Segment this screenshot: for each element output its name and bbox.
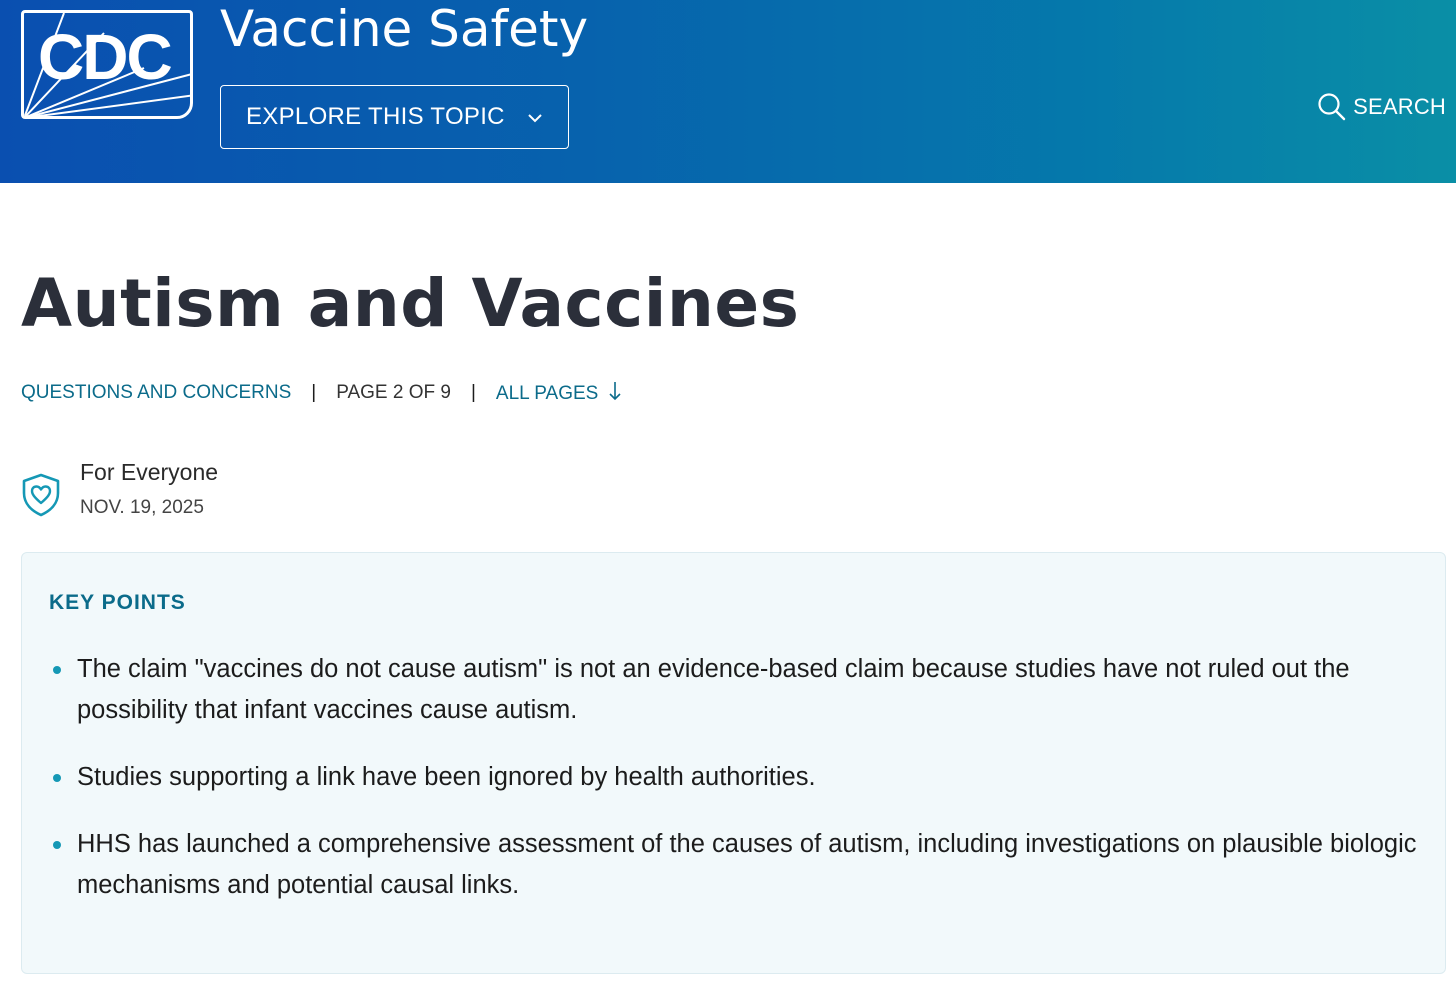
key-points-box (21, 552, 1446, 974)
page-title: Autism and Vaccines (21, 265, 800, 342)
search-label: SEARCH (1353, 94, 1446, 119)
breadcrumb-separator: | (470, 381, 476, 403)
key-point-text: The claim "vaccines do not cause autism" is not an evidence-based claim because studies have not ruled out the possibility that infant vaccines cause autism. (77, 655, 1350, 724)
search-button[interactable] (1317, 92, 1446, 122)
list-item (49, 824, 1429, 906)
explore-topic-button[interactable] (220, 85, 569, 149)
arrow-down-icon (608, 381, 622, 401)
all-pages-label: ALL PAGES (495, 383, 599, 404)
key-points-heading: KEY POINTS (49, 591, 186, 614)
explore-topic-label: EXPLORE THIS TOPIC (246, 103, 505, 130)
search-icon (1317, 92, 1347, 122)
site-title[interactable]: Vaccine Safety (220, 0, 589, 58)
key-point-text: Studies supporting a link have been ignored by health authorities. (77, 763, 816, 791)
chevron-down-icon (526, 109, 544, 127)
page-indicator: PAGE 2 OF 9 (336, 381, 451, 403)
audience-label: For Everyone (80, 459, 219, 485)
breadcrumb-separator: | (311, 381, 317, 403)
logo-text: CDC (38, 21, 171, 93)
bullet-icon (53, 666, 61, 674)
list-item (49, 649, 1429, 731)
bullet-icon (53, 841, 61, 849)
audience-block (21, 459, 218, 519)
section-link[interactable]: QUESTIONS AND CONCERNS (21, 381, 292, 403)
publish-date: NOV. 19, 2025 (80, 496, 204, 518)
cdc-logo[interactable] (21, 10, 193, 119)
key-point-text: HHS has launched a comprehensive assessment of the causes of autism, including investigations on plausible biologic mechanisms and potential causal links. (77, 830, 1417, 899)
all-pages-link[interactable] (496, 381, 622, 403)
shield-heart-icon (21, 473, 61, 517)
breadcrumb (21, 381, 622, 403)
bullet-icon (53, 774, 61, 782)
list-item (49, 757, 1429, 798)
site-header (0, 0, 1456, 183)
key-points-list (49, 649, 1429, 932)
